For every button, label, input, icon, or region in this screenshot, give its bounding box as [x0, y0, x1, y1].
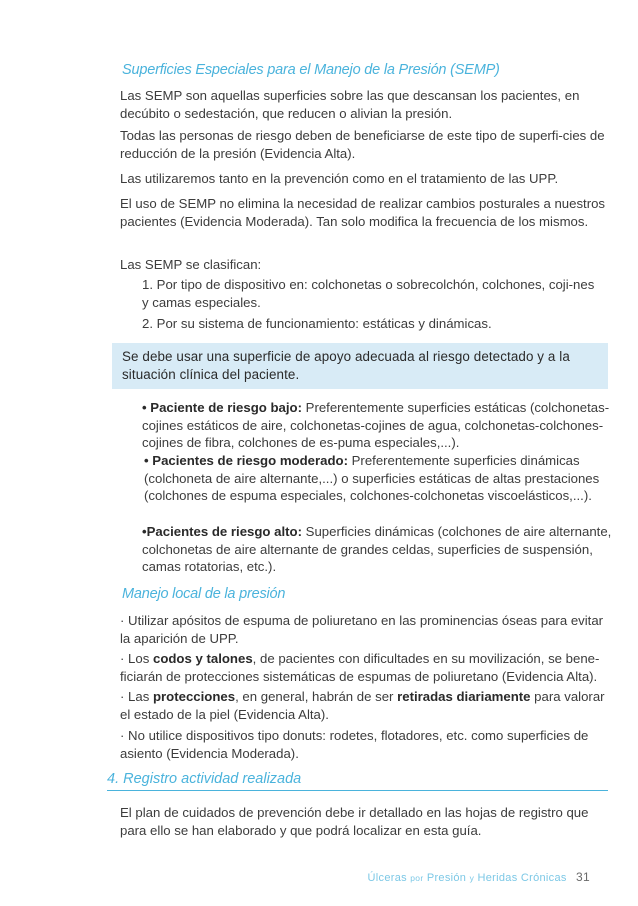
footer-word-4: y — [469, 873, 475, 883]
local-bullet-2-bold: codos y talones — [152, 651, 253, 666]
section-divider — [107, 790, 608, 791]
local-bullet-3-post: para valorar el estado de la piel (Evidencia Alta). — [120, 689, 605, 722]
footer-word-1: Úlceras — [367, 872, 407, 884]
risk-high-item — [142, 523, 612, 576]
semp-paragraph-4: El uso de SEMP no elimina la necesidad de realizar cambios posturales a nuestros pacientes (Evidencia Moderada). Tan solo modifica la frecuencia de los mismos. — [120, 196, 606, 229]
section-4-heading: 4. Registro actividad realizada — [107, 771, 302, 787]
risk-moderate-text: Preferentemente superficies dinámicas (colchoneta de aire alternante,...) o superficies estáticas de altas prestaciones (colchones de espuma especiales, colchones-colchonetas viscoelásticos,...). — [144, 453, 600, 503]
risk-high-text: Superficies dinámicas (colchones de aire alternante, colchonetas de aire alternante de grandes celdas, superficies de suspensión, camas rotatorias, etc.). — [142, 524, 612, 574]
risk-low-label: • Paciente de riesgo bajo: — [142, 400, 302, 415]
risk-moderate-label: • Pacientes de riesgo moderado: — [144, 453, 348, 468]
risk-high-label: •Pacientes de riesgo alto: — [142, 524, 302, 539]
semp-paragraph-5: Las SEMP se clasifican: — [120, 257, 262, 272]
risk-moderate-item — [144, 452, 612, 505]
footer-word-2: por — [410, 873, 424, 883]
local-bullet-3-mid: , en general, habrán de ser — [235, 689, 398, 704]
semp-paragraph-1: Las SEMP son aquellas superficies sobre las que descansan los pacientes, en decúbito o sedestación, que reducen o alivian la presión. — [120, 88, 580, 121]
footer-word-3: Presión — [426, 872, 467, 884]
page-number: 31 — [576, 870, 590, 884]
callout-text: Se debe usar una superficie de apoyo adecuada al riesgo detectado y a la situación clínica del paciente. — [122, 349, 570, 382]
local-bullet-3-bold-2: retiradas diariamente — [397, 689, 531, 704]
local-bullet-3 — [120, 688, 610, 723]
page-footer — [368, 870, 590, 884]
semp-list-item-1: 1. Por tipo de dispositivo en: colchonetas o sobrecolchón, colchones, coji-nes y camas especiales. — [142, 277, 595, 310]
semp-paragraph-2: Todas las personas de riesgo deben de beneficiarse de este tipo de superfi-cies de reducción de la presión (Evidencia Alta). — [120, 128, 605, 161]
local-bullet-2-post: , de pacientes con dificultades en su movilización, se bene-ficiarán de protecciones sistemáticas de espumas de poliuretano (Evidencia Alta). — [120, 651, 600, 684]
footer-word-5: Heridas Crónicas — [477, 872, 567, 884]
local-bullet-1: · Utilizar apósitos de espuma de poliuretano en las prominencias óseas para evitar la aparición de UPP. — [120, 613, 604, 646]
semp-list-item-2: 2. Por su sistema de funcionamiento: estáticas y dinámicas. — [142, 316, 492, 331]
section-4-paragraph: El plan de cuidados de prevención debe ir detallado en las hojas de registro que para ello se han elaborado y que podrá localizar en esta guía. — [120, 805, 589, 838]
risk-low-item — [142, 399, 612, 452]
local-heading: Manejo local de la presión — [122, 586, 286, 602]
local-bullet-2 — [120, 650, 610, 685]
local-bullet-3-pre: · Las — [120, 689, 153, 704]
semp-paragraph-3: Las utilizaremos tanto en la prevención como en el tratamiento de las UPP. — [120, 171, 559, 186]
semp-heading: Superficies Especiales para el Manejo de la Presión (SEMP) — [122, 62, 500, 78]
risk-low-text: Preferentemente superficies estáticas (colchonetas-cojines estáticos de aire, colchonetas-cojines de agua, colchonetas-colchones-cojines de fibra, colchones de es-puma especiales,...). — [142, 400, 610, 450]
local-bullet-3-bold-1: protecciones — [152, 689, 236, 704]
local-bullet-4: · No utilice dispositivos tipo donuts: rodetes, flotadores, etc. como superficies de asiento (Evidencia Moderada). — [120, 728, 589, 761]
local-bullet-2-pre: · Los — [120, 651, 153, 666]
